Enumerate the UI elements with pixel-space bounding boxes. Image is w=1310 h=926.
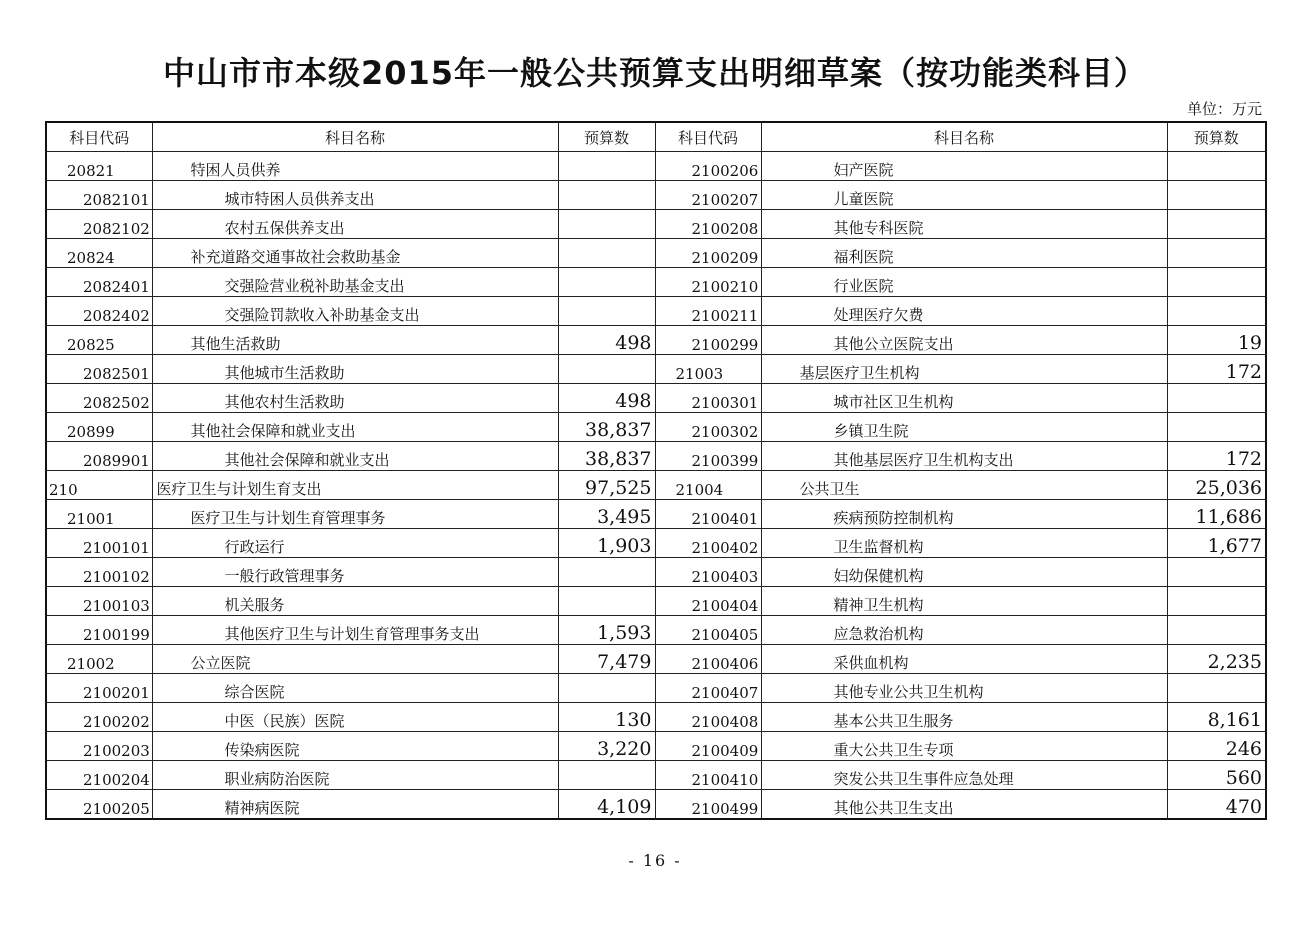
right-code-cell: 2100299 — [655, 326, 761, 355]
left-name-cell: 职业病防治医院 — [152, 761, 558, 790]
left-code-cell: 2100202 — [46, 703, 152, 732]
right-amount-cell: 11,686 — [1167, 500, 1266, 529]
right-code-cell: 2100210 — [655, 268, 761, 297]
right-amount-cell — [1167, 181, 1266, 210]
right-code-cell: 2100405 — [655, 616, 761, 645]
right-amount-cell — [1167, 413, 1266, 442]
left-code-cell: 21002 — [46, 645, 152, 674]
left-amount-cell — [558, 268, 655, 297]
left-amount-cell: 38,837 — [558, 442, 655, 471]
right-name-cell: 妇产医院 — [761, 152, 1167, 181]
table-header-row — [46, 122, 1266, 152]
left-code-cell: 20821 — [46, 152, 152, 181]
left-code-cell: 2100203 — [46, 732, 152, 761]
table-row — [46, 761, 1266, 790]
left-code-cell: 2082501 — [46, 355, 152, 384]
right-code-cell: 2100302 — [655, 413, 761, 442]
right-code-cell: 2100409 — [655, 732, 761, 761]
right-code-cell: 2100406 — [655, 645, 761, 674]
right-code-cell: 2100404 — [655, 587, 761, 616]
table-row — [46, 645, 1266, 674]
left-code-cell: 2082101 — [46, 181, 152, 210]
right-name-cell: 基本公共卫生服务 — [761, 703, 1167, 732]
table-row — [46, 790, 1266, 820]
left-amount-cell: 498 — [558, 326, 655, 355]
left-code-cell: 2082502 — [46, 384, 152, 413]
header-right-name: 科目名称 — [761, 122, 1167, 152]
table-body — [46, 152, 1266, 820]
right-amount-cell — [1167, 268, 1266, 297]
right-code-cell: 2100301 — [655, 384, 761, 413]
left-amount-cell — [558, 761, 655, 790]
right-code-cell: 2100407 — [655, 674, 761, 703]
right-name-cell: 处理医疗欠费 — [761, 297, 1167, 326]
right-name-cell: 采供血机构 — [761, 645, 1167, 674]
left-code-cell: 2100102 — [46, 558, 152, 587]
left-code-cell: 2082402 — [46, 297, 152, 326]
table-row — [46, 297, 1266, 326]
right-amount-cell — [1167, 384, 1266, 413]
right-name-cell: 其他基层医疗卫生机构支出 — [761, 442, 1167, 471]
right-amount-cell: 470 — [1167, 790, 1266, 820]
right-name-cell: 公共卫生 — [761, 471, 1167, 500]
left-name-cell: 综合医院 — [152, 674, 558, 703]
right-code-cell: 2100207 — [655, 181, 761, 210]
table-row — [46, 558, 1266, 587]
header-right-code: 科目代码 — [655, 122, 761, 152]
right-amount-cell: 172 — [1167, 442, 1266, 471]
budget-table — [45, 121, 1267, 820]
left-amount-cell: 38,837 — [558, 413, 655, 442]
table-row — [46, 413, 1266, 442]
right-name-cell: 乡镇卫生院 — [761, 413, 1167, 442]
left-code-cell: 20824 — [46, 239, 152, 268]
right-name-cell: 其他公立医院支出 — [761, 326, 1167, 355]
right-name-cell: 基层医疗卫生机构 — [761, 355, 1167, 384]
left-amount-cell — [558, 210, 655, 239]
left-amount-cell — [558, 181, 655, 210]
right-code-cell: 2100206 — [655, 152, 761, 181]
table-row — [46, 732, 1266, 761]
left-name-cell: 其他医疗卫生与计划生育管理事务支出 — [152, 616, 558, 645]
left-amount-cell: 130 — [558, 703, 655, 732]
left-name-cell: 机关服务 — [152, 587, 558, 616]
left-amount-cell — [558, 297, 655, 326]
right-code-cell: 2100403 — [655, 558, 761, 587]
left-code-cell: 2100103 — [46, 587, 152, 616]
left-code-cell: 2089901 — [46, 442, 152, 471]
right-name-cell: 其他公共卫生支出 — [761, 790, 1167, 820]
table-row — [46, 442, 1266, 471]
right-code-cell: 2100410 — [655, 761, 761, 790]
right-amount-cell: 8,161 — [1167, 703, 1266, 732]
right-name-cell: 儿童医院 — [761, 181, 1167, 210]
right-name-cell: 卫生监督机构 — [761, 529, 1167, 558]
left-code-cell: 21001 — [46, 500, 152, 529]
left-name-cell: 公立医院 — [152, 645, 558, 674]
table-row — [46, 529, 1266, 558]
right-amount-cell: 172 — [1167, 355, 1266, 384]
table-row — [46, 384, 1266, 413]
right-code-cell: 2100401 — [655, 500, 761, 529]
table-row — [46, 703, 1266, 732]
left-amount-cell — [558, 355, 655, 384]
right-amount-cell — [1167, 152, 1266, 181]
right-name-cell: 精神卫生机构 — [761, 587, 1167, 616]
left-amount-cell — [558, 239, 655, 268]
right-code-cell: 2100408 — [655, 703, 761, 732]
left-name-cell: 补充道路交通事故社会救助基金 — [152, 239, 558, 268]
right-amount-cell: 25,036 — [1167, 471, 1266, 500]
right-code-cell: 2100208 — [655, 210, 761, 239]
right-code-cell: 2100399 — [655, 442, 761, 471]
right-amount-cell — [1167, 558, 1266, 587]
right-amount-cell: 1,677 — [1167, 529, 1266, 558]
table-row — [46, 500, 1266, 529]
right-name-cell: 应急救治机构 — [761, 616, 1167, 645]
left-amount-cell: 1,903 — [558, 529, 655, 558]
left-amount-cell — [558, 587, 655, 616]
right-amount-cell — [1167, 587, 1266, 616]
right-amount-cell: 2,235 — [1167, 645, 1266, 674]
page-number: - 16 - — [628, 851, 682, 870]
table-row — [46, 616, 1266, 645]
right-name-cell: 其他专科医院 — [761, 210, 1167, 239]
left-name-cell: 交强险罚款收入补助基金支出 — [152, 297, 558, 326]
right-amount-cell — [1167, 674, 1266, 703]
table-row — [46, 239, 1266, 268]
left-amount-cell: 1,593 — [558, 616, 655, 645]
left-name-cell: 医疗卫生与计划生育支出 — [152, 471, 558, 500]
left-amount-cell — [558, 152, 655, 181]
right-code-cell: 2100402 — [655, 529, 761, 558]
right-code-cell: 2100211 — [655, 297, 761, 326]
right-name-cell: 疾病预防控制机构 — [761, 500, 1167, 529]
left-name-cell: 一般行政管理事务 — [152, 558, 558, 587]
left-name-cell: 城市特困人员供养支出 — [152, 181, 558, 210]
left-name-cell: 其他农村生活救助 — [152, 384, 558, 413]
document-title: 中山市市本级2015年一般公共预算支出明细草案（按功能类科目） — [162, 54, 1148, 92]
right-amount-cell — [1167, 616, 1266, 645]
left-name-cell: 其他生活救助 — [152, 326, 558, 355]
left-name-cell: 医疗卫生与计划生育管理事务 — [152, 500, 558, 529]
right-name-cell: 重大公共卫生专项 — [761, 732, 1167, 761]
table-row — [46, 355, 1266, 384]
left-amount-cell: 498 — [558, 384, 655, 413]
left-name-cell: 农村五保供养支出 — [152, 210, 558, 239]
left-amount-cell: 3,220 — [558, 732, 655, 761]
right-amount-cell: 246 — [1167, 732, 1266, 761]
header-left-amount: 预算数 — [558, 122, 655, 152]
right-name-cell: 其他专业公共卫生机构 — [761, 674, 1167, 703]
left-name-cell: 中医（民族）医院 — [152, 703, 558, 732]
left-amount-cell: 4,109 — [558, 790, 655, 820]
header-left-code: 科目代码 — [46, 122, 152, 152]
left-amount-cell — [558, 558, 655, 587]
left-code-cell: 2082102 — [46, 210, 152, 239]
right-code-cell: 2100209 — [655, 239, 761, 268]
right-name-cell: 突发公共卫生事件应急处理 — [761, 761, 1167, 790]
left-amount-cell: 7,479 — [558, 645, 655, 674]
right-name-cell: 福利医院 — [761, 239, 1167, 268]
table-row — [46, 326, 1266, 355]
left-code-cell: 2100201 — [46, 674, 152, 703]
left-name-cell: 特困人员供养 — [152, 152, 558, 181]
table-row — [46, 268, 1266, 297]
left-name-cell: 交强险营业税补助基金支出 — [152, 268, 558, 297]
right-code-cell: 21003 — [655, 355, 761, 384]
left-name-cell: 其他社会保障和就业支出 — [152, 442, 558, 471]
left-name-cell: 精神病医院 — [152, 790, 558, 820]
left-code-cell: 20899 — [46, 413, 152, 442]
left-name-cell: 传染病医院 — [152, 732, 558, 761]
right-name-cell: 城市社区卫生机构 — [761, 384, 1167, 413]
table-row — [46, 152, 1266, 181]
left-amount-cell: 3,495 — [558, 500, 655, 529]
table-row — [46, 674, 1266, 703]
left-code-cell: 2100101 — [46, 529, 152, 558]
unit-label: 单位：万元 — [1186, 100, 1262, 118]
left-code-cell: 2100199 — [46, 616, 152, 645]
right-code-cell: 2100499 — [655, 790, 761, 820]
right-amount-cell: 19 — [1167, 326, 1266, 355]
table-row — [46, 471, 1266, 500]
left-code-cell: 20825 — [46, 326, 152, 355]
right-code-cell: 21004 — [655, 471, 761, 500]
table-row — [46, 587, 1266, 616]
left-name-cell: 其他城市生活救助 — [152, 355, 558, 384]
right-name-cell: 妇幼保健机构 — [761, 558, 1167, 587]
left-code-cell: 2100205 — [46, 790, 152, 820]
right-amount-cell: 560 — [1167, 761, 1266, 790]
left-code-cell: 2100204 — [46, 761, 152, 790]
left-amount-cell — [558, 674, 655, 703]
table-row — [46, 210, 1266, 239]
left-name-cell: 行政运行 — [152, 529, 558, 558]
right-amount-cell — [1167, 297, 1266, 326]
right-amount-cell — [1167, 210, 1266, 239]
left-code-cell: 2082401 — [46, 268, 152, 297]
left-name-cell: 其他社会保障和就业支出 — [152, 413, 558, 442]
right-amount-cell — [1167, 239, 1266, 268]
header-right-amount: 预算数 — [1167, 122, 1266, 152]
left-code-cell: 210 — [46, 471, 152, 500]
left-amount-cell: 97,525 — [558, 471, 655, 500]
right-name-cell: 行业医院 — [761, 268, 1167, 297]
table-row — [46, 181, 1266, 210]
header-left-name: 科目名称 — [152, 122, 558, 152]
